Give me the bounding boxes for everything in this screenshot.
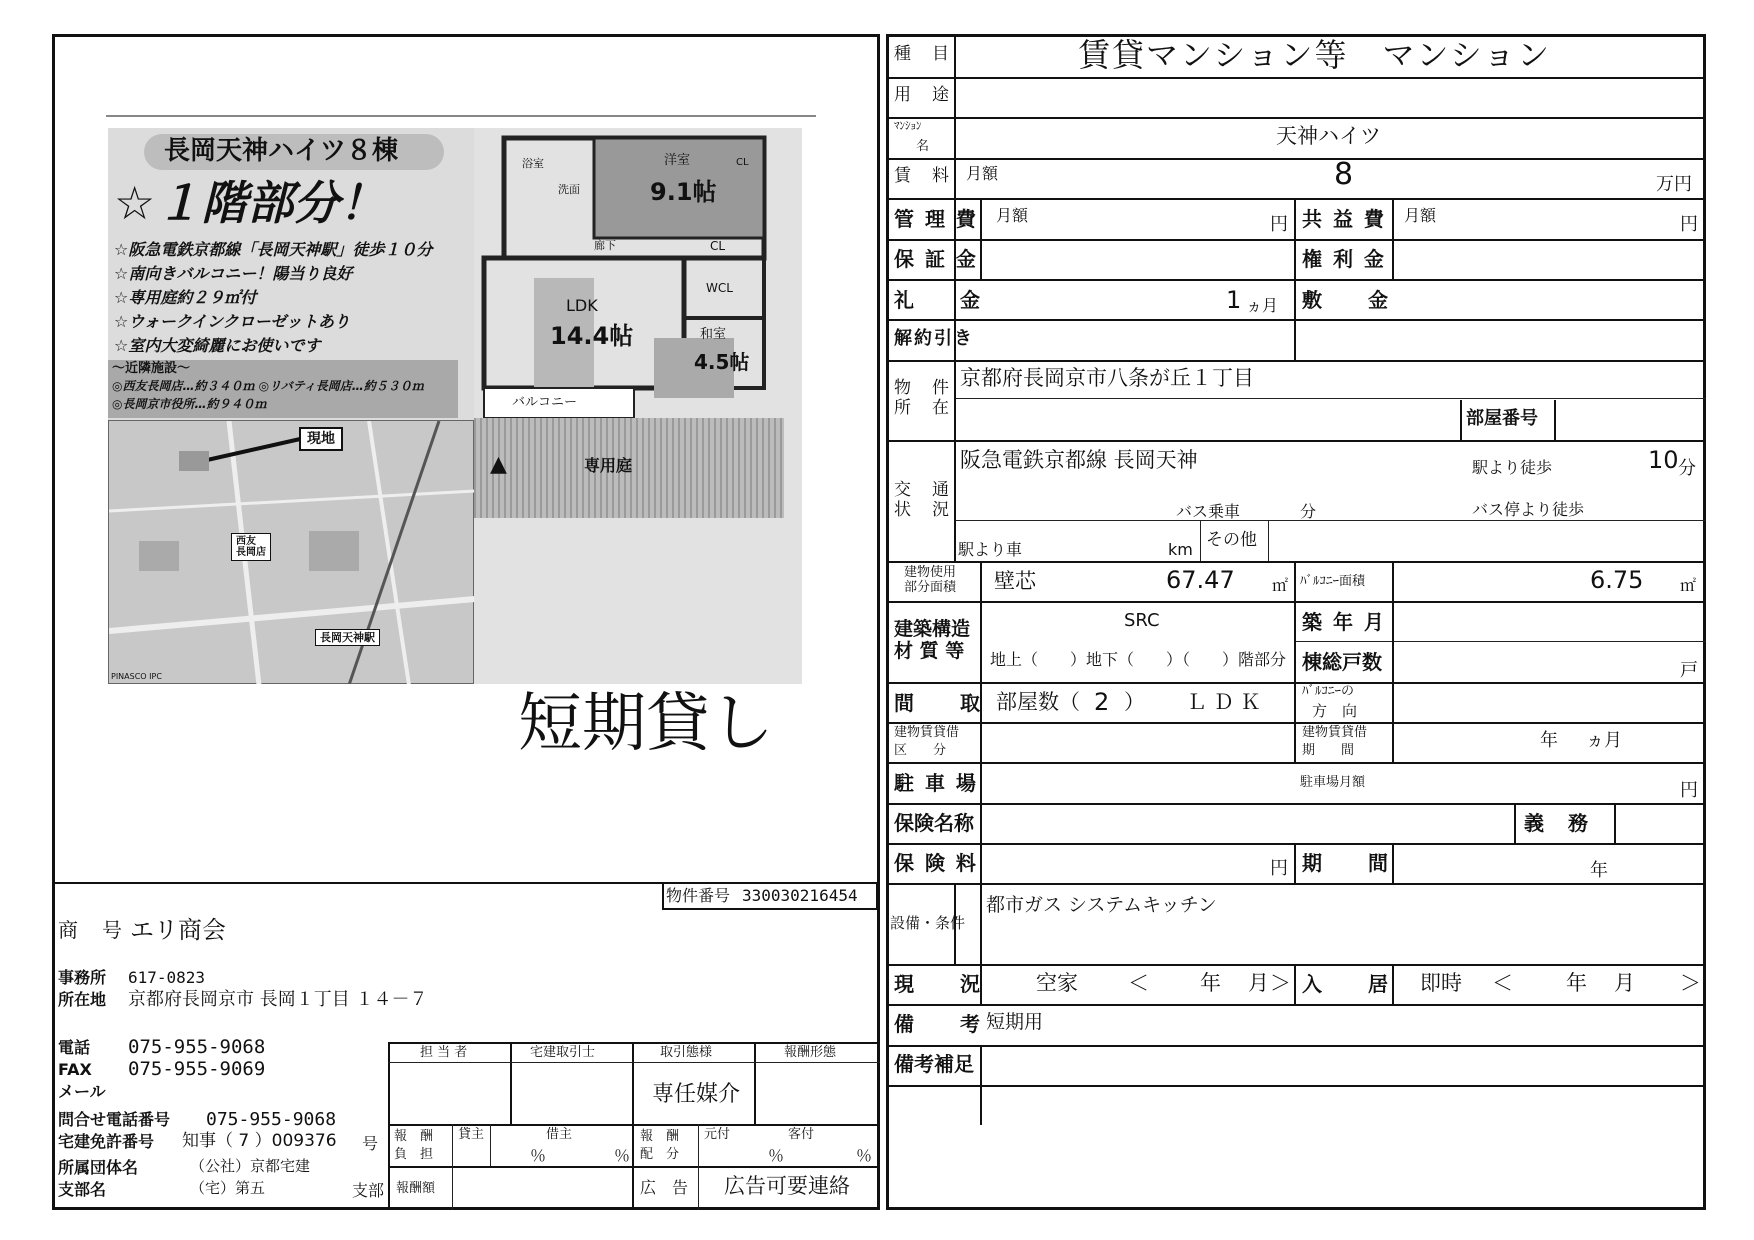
- map-station-label: 長岡天神駅: [315, 629, 380, 646]
- flyer-top-line: [106, 115, 816, 117]
- agent-inquiry-label: 問合せ電話番号: [58, 1110, 171, 1129]
- agent-mail-label: メール: [58, 1082, 106, 1101]
- terms-hoshu-gaku: 報酬額: [396, 1181, 436, 1196]
- spec-vline: [1294, 843, 1296, 883]
- spec-vline: [1392, 843, 1394, 883]
- agent-fax-label: FAX: [58, 1060, 92, 1079]
- property-flyer: [108, 128, 802, 684]
- spec-kikan2-nen: 年: [1590, 860, 1608, 881]
- flyer-headline: ☆１階部分！: [114, 176, 386, 230]
- spec-hline: [886, 279, 1706, 281]
- agent-shogo: エリ商会: [130, 916, 226, 944]
- spec-toho-unit: 分: [1678, 458, 1696, 479]
- spec-tosu-label: 棟総戸数: [1302, 650, 1382, 674]
- spec-vline: [1268, 520, 1269, 561]
- terms-hline: [388, 1166, 880, 1168]
- spec-kotsu-label-1: 交 通: [894, 480, 951, 500]
- spec-vline: [1392, 198, 1394, 279]
- agent-office-label: 事務所: [58, 968, 107, 987]
- spec-genkyo-gt: ＞: [1270, 971, 1291, 995]
- map-roads: [109, 421, 475, 684]
- fp-cl1: CL: [736, 157, 749, 168]
- spec-vline: [1460, 400, 1462, 440]
- spec-kozo-label-2: 材 質 等: [894, 640, 965, 662]
- terms-hline: [388, 1062, 880, 1063]
- spec-chinryo-label: 賃 料: [894, 166, 951, 186]
- spec-kyoeki-yen: 円: [1680, 214, 1698, 235]
- flyer-bullet: ☆ウォークインクローゼットあり: [114, 312, 350, 331]
- terms-torihiki-value: 専任媒介: [652, 1082, 741, 1107]
- terms-vline: [698, 1124, 699, 1166]
- agent-shogo-label: 商 号: [58, 918, 124, 942]
- agent-branch-label: 支部名: [58, 1180, 107, 1199]
- terms-vline: [698, 1166, 699, 1210]
- fp-ldk-size: 14.4帖: [550, 322, 634, 350]
- spec-area-label-1: 建物使用: [904, 565, 957, 580]
- terms-pct: ％: [856, 1146, 873, 1165]
- spec-shikikin-label: 敷 金: [1302, 288, 1390, 312]
- spec-madori-num: 2: [1094, 688, 1110, 716]
- spec-kozo: SRC: [1124, 610, 1160, 631]
- fp-wcl: WCL: [706, 281, 733, 295]
- spec-reikin-label: 礼 金: [894, 288, 982, 312]
- terms-vline: [452, 1166, 453, 1210]
- spec-parking-label: 駐 車 場: [894, 771, 978, 795]
- spec-sonota: その他: [1206, 530, 1257, 550]
- flyer-bullet: ☆南向きバルコニー！陽当り良好: [114, 264, 353, 283]
- spec-chinryo-unit: 万円: [1656, 174, 1692, 195]
- fp-cl2: CL: [710, 239, 726, 253]
- spec-address: 京都府長岡京市八条が丘１丁目: [960, 366, 1254, 390]
- fp-garden: 専用庭: [584, 456, 633, 475]
- spec-kyoeki-monthly: 月額: [1404, 206, 1437, 225]
- spec-ko: 戸: [1680, 660, 1698, 681]
- flyer-bullet: ☆専用庭約２９㎡付: [114, 288, 257, 307]
- spec-mansion-label-1: ﾏﾝｼｮﾝ: [894, 119, 922, 132]
- spec-setsubi: 都市ガス システムキッチン: [986, 894, 1217, 916]
- spec-reikin-unit: ヵ月: [1246, 296, 1279, 315]
- spec-kozo-label-1: 建築構造: [894, 618, 971, 640]
- agent-branch: （宅）第五: [190, 1179, 266, 1197]
- spec-room-no-label: 部屋番号: [1466, 408, 1538, 429]
- spec-floors: 地上（ ）地下（ ）（ ）階部分: [990, 650, 1287, 669]
- terms-karinushi: 借主: [546, 1127, 573, 1142]
- spec-toho-min: 10: [1648, 446, 1679, 474]
- spec-hekishin: 壁芯: [994, 569, 1036, 593]
- terms-vline: [754, 1042, 756, 1124]
- spec-vline: [954, 360, 956, 561]
- spec-kikan-label-2: 期 間: [1302, 743, 1355, 758]
- terms-h-takken: 宅建取引士: [530, 1045, 596, 1060]
- agent-tel-label: 電話: [58, 1038, 91, 1057]
- spec-hline: [886, 762, 1706, 764]
- spec-bus-stop-walk: バス停より徒歩: [1472, 500, 1585, 519]
- spec-hline: [886, 1085, 1706, 1087]
- flyer-map: [108, 420, 474, 684]
- spec-hline: [886, 561, 1706, 563]
- spec-vline: [1200, 520, 1201, 561]
- spec-km: km: [1168, 540, 1193, 559]
- flyer-bullets: [114, 238, 454, 358]
- terms-kokoku-value: 広告可要連絡: [724, 1174, 850, 1198]
- spec-nyukyo-nen: 年: [1566, 971, 1587, 995]
- spec-genkyo-getsu: 月: [1248, 971, 1269, 995]
- spec-kyoeki-label: 共 益 費: [1302, 207, 1386, 231]
- spec-hosho-label: 保 証 金: [894, 247, 978, 271]
- spec-hline: [956, 520, 1706, 521]
- property-number-label: 物件番号: [666, 886, 731, 905]
- spec-hline: [886, 843, 1706, 845]
- spec-area-unit: ㎡: [1272, 576, 1289, 595]
- spec-vline: [1294, 319, 1296, 360]
- spec-eki-toho: 駅より徒歩: [1472, 458, 1553, 477]
- spec-nyukyo: 即時: [1420, 971, 1462, 995]
- terms-h-hoshu: 報酬形態: [784, 1045, 837, 1060]
- flyer-nearby-2: ◎長岡京市役所…約９４０ｍ: [112, 397, 267, 411]
- spec-genkyo-nen: 年: [1200, 971, 1221, 995]
- terms-vline: [490, 1124, 491, 1166]
- agent-license-suffix: 号: [362, 1134, 379, 1153]
- map-seiyu-label: 西友 長岡店: [231, 533, 271, 561]
- spec-bukken-label-1: 物 件: [894, 378, 951, 398]
- spec-hline: [886, 1045, 1706, 1047]
- terms-vline: [452, 1124, 453, 1166]
- spec-chinryo-monthly: 月額: [966, 164, 999, 183]
- terms-pct: ％: [768, 1146, 785, 1165]
- flyer-title: 長岡天神ハイツ８棟: [164, 136, 399, 166]
- spec-biko-label: 備 考: [894, 1012, 982, 1036]
- spec-chinryo: 8: [1334, 157, 1354, 192]
- spec-setsubi-label: 設備・条件: [890, 914, 966, 932]
- spec-genkyo-label: 現 況: [894, 972, 982, 996]
- terms-kashinushi: 貸主: [458, 1127, 485, 1142]
- agent-branch-suffix: 支部: [352, 1181, 385, 1200]
- floorplan-walls: [474, 128, 802, 428]
- flyer-nearby-header: ～近隣施設～: [112, 361, 191, 376]
- agent-assoc-label: 所属団体名: [58, 1158, 139, 1177]
- spec-chikunen-label: 築 年 月: [1302, 610, 1386, 634]
- terms-pct: ％: [530, 1146, 547, 1165]
- fp-hall: 廊下: [594, 239, 616, 252]
- terms-hline: [388, 1124, 880, 1126]
- spec-genkyo-lt: ＜: [1128, 971, 1149, 995]
- terms-hoshu-haibun-1: 報 酬: [640, 1129, 680, 1144]
- agent-license-label: 宅建免許番号: [58, 1132, 155, 1151]
- spec-balcony-area: 6.75: [1590, 566, 1644, 594]
- terms-h-tanto: 担 当 者: [420, 1045, 468, 1060]
- spec-nyukyo-label: 入 居: [1302, 972, 1390, 996]
- spec-hline: [886, 77, 1706, 79]
- short-term-note: 短期貸し: [518, 687, 774, 761]
- terms-pct: ％: [614, 1146, 631, 1165]
- spec-hline: [886, 198, 1706, 200]
- spec-kikan-nen: 年: [1540, 730, 1558, 751]
- fp-wash: 洗面: [558, 183, 580, 196]
- spec-parking-fee-label: 駐車場月額: [1300, 775, 1366, 790]
- north-arrow-icon: ▲: [490, 452, 507, 477]
- spec-line: 阪急電鉄京都線 長岡天神: [960, 448, 1198, 472]
- spec-vline: [1294, 964, 1296, 1004]
- agent-assoc: （公社）京都宅建: [190, 1157, 311, 1175]
- spec-kenri-label: 権 利 金: [1302, 247, 1386, 271]
- spec-madori-suffix: ）: [1124, 690, 1145, 714]
- spec-madori-label: 間 取: [894, 691, 982, 715]
- spec-kubun-label-1: 建物賃貸借: [894, 725, 960, 740]
- spec-kaiyaku-label: 解約引き: [894, 328, 974, 349]
- spec-biko: 短期用: [986, 1011, 1044, 1033]
- flyer-nearby-1: ◎西友長岡店…約３４０ｍ ◎リバティ長岡店…約５３０ｍ: [112, 379, 424, 393]
- spec-hline: [886, 682, 1706, 684]
- terms-hoshu-haibun-2: 配 分: [640, 1147, 680, 1162]
- spec-hoken-fee-label: 保 険 料: [894, 851, 978, 875]
- spec-vline: [1514, 803, 1516, 843]
- spec-kotsu-label-2: 状 況: [894, 500, 951, 520]
- spec-parking-yen: 円: [1680, 780, 1698, 801]
- spec-hline: [886, 440, 1706, 442]
- spec-kikan-label-1: 建物賃貸借: [1302, 725, 1368, 740]
- fp-washitsu: 和室: [700, 327, 727, 342]
- agent-postal: 617-0823: [128, 968, 206, 987]
- spec-vline: [1614, 803, 1616, 843]
- spec-shumoku-label: 種 目: [894, 44, 951, 64]
- spec-area-label-2: 部分面積: [904, 580, 957, 595]
- spec-hline: [886, 239, 1706, 241]
- spec-nyukyo-lt: ＜: [1492, 971, 1513, 995]
- spec-hline: [1296, 641, 1706, 642]
- spec-hline: [886, 803, 1706, 805]
- spec-hline: [886, 883, 1706, 885]
- spec-area: 67.47: [1166, 566, 1235, 594]
- spec-shumoku: 賃貸マンション等 マンション: [1078, 36, 1552, 74]
- spec-hline: [886, 319, 1706, 321]
- spec-bukken-label-2: 所 在: [894, 398, 951, 418]
- spec-vline: [1392, 561, 1394, 762]
- spec-nyukyo-getsu: 月: [1614, 971, 1635, 995]
- fp-washitsu-size: 4.5帖: [694, 350, 750, 374]
- spec-madori-prefix: 部屋数（: [996, 690, 1080, 714]
- spec-mansion-label-2: 名: [916, 139, 930, 154]
- spec-mansion-name: 天神ハイツ: [1276, 124, 1381, 148]
- agent-address-label: 所在地: [58, 990, 107, 1009]
- spec-bus-ride: バス乗車: [1176, 502, 1241, 521]
- spec-hline: [886, 117, 1706, 119]
- spec-madori-type: ＬＤＫ: [1186, 690, 1267, 714]
- agent-inquiry: 075-955-9068: [206, 1109, 337, 1130]
- fp-ldk: LDK: [566, 296, 598, 315]
- spec-kikan-kagetsu: ヵ月: [1586, 730, 1622, 751]
- terms-motozuke: 元付: [704, 1127, 731, 1142]
- terms-hoshu-futan-2: 負 担: [394, 1147, 434, 1162]
- spec-reikin: 1: [1226, 286, 1242, 314]
- spec-nyukyo-gt: ＞: [1680, 971, 1701, 995]
- spec-balcony-dir-label-1: ﾊﾞﾙｺﾆｰの: [1302, 684, 1355, 699]
- spec-hoken-yen: 円: [1270, 858, 1288, 879]
- terms-kokoku-label: 広 告: [640, 1178, 689, 1197]
- spec-vline: [980, 198, 982, 279]
- agent-address: 京都府長岡京市 長岡１丁目 １４－７: [128, 989, 428, 1010]
- spec-hline: [886, 360, 1706, 362]
- spec-gimu-label: 義 務: [1524, 811, 1590, 835]
- agent-license: 知事（ 7 ）009376: [182, 1131, 337, 1151]
- spec-hline: [886, 158, 1706, 160]
- spec-hoken-name-label: 保険名称: [894, 811, 974, 835]
- spec-vline: [980, 1045, 982, 1125]
- spec-vline: [1294, 561, 1296, 762]
- spec-kikan2-label: 期 間: [1302, 851, 1390, 875]
- flyer-floorplan: [474, 128, 802, 684]
- map-genchi-label: 現地: [299, 427, 343, 451]
- spec-vline: [1392, 964, 1394, 1004]
- spec-hline: [886, 601, 1706, 603]
- terms-hoshu-futan-1: 報 酬: [394, 1129, 434, 1144]
- spec-balcony-dir-label-2: 方 向: [1312, 702, 1358, 720]
- terms-vline: [510, 1042, 512, 1124]
- fp-yoshitsu: 洋室: [664, 153, 691, 168]
- terms-h-torihiki: 取引態様: [660, 1045, 713, 1060]
- flyer-bullet: ☆阪急電鉄京都線「長岡天神駅」徒歩１０分: [114, 240, 433, 259]
- spec-hline: [886, 964, 1706, 966]
- spec-hline: [956, 398, 1706, 399]
- spec-eki-kuruma: 駅より車: [958, 540, 1023, 559]
- fp-bath: 浴室: [522, 157, 544, 170]
- spec-hline: [886, 722, 1706, 724]
- fp-yoshitsu-size: 9.1帖: [650, 178, 717, 206]
- terms-kyakuzuke: 客付: [788, 1127, 815, 1142]
- agent-fax: 075-955-9069: [128, 1058, 266, 1080]
- spec-kanri-label: 管 理 費: [894, 207, 978, 231]
- spec-kanri-yen: 円: [1270, 214, 1288, 235]
- fp-balcony: バルコニー: [512, 395, 578, 410]
- spec-balcony-area-label: ﾊﾞﾙｺﾆｰ面積: [1300, 574, 1366, 589]
- spec-vline: [980, 561, 982, 1004]
- map-credit: PINASCO IPC: [111, 672, 162, 681]
- spec-genkyo: 空家: [1036, 971, 1078, 995]
- property-number: 330030216454: [742, 886, 858, 905]
- spec-kubun-label-2: 区 分: [894, 743, 947, 758]
- terms-vline: [632, 1042, 634, 1210]
- spec-hline: [886, 1004, 1706, 1006]
- spec-vline: [1554, 400, 1556, 440]
- spec-bus-fun: 分: [1300, 502, 1317, 521]
- spec-yoto-label: 用 途: [894, 85, 951, 105]
- spec-kanri-monthly: 月額: [996, 206, 1029, 225]
- agent-tel: 075-955-9068: [128, 1036, 266, 1058]
- flyer-bullet: ☆室内大変綺麗にお使いです: [114, 336, 321, 355]
- spec-balcony-area-unit: ㎡: [1680, 576, 1697, 595]
- spec-biko-hosoku-label: 備考補足: [894, 1052, 974, 1076]
